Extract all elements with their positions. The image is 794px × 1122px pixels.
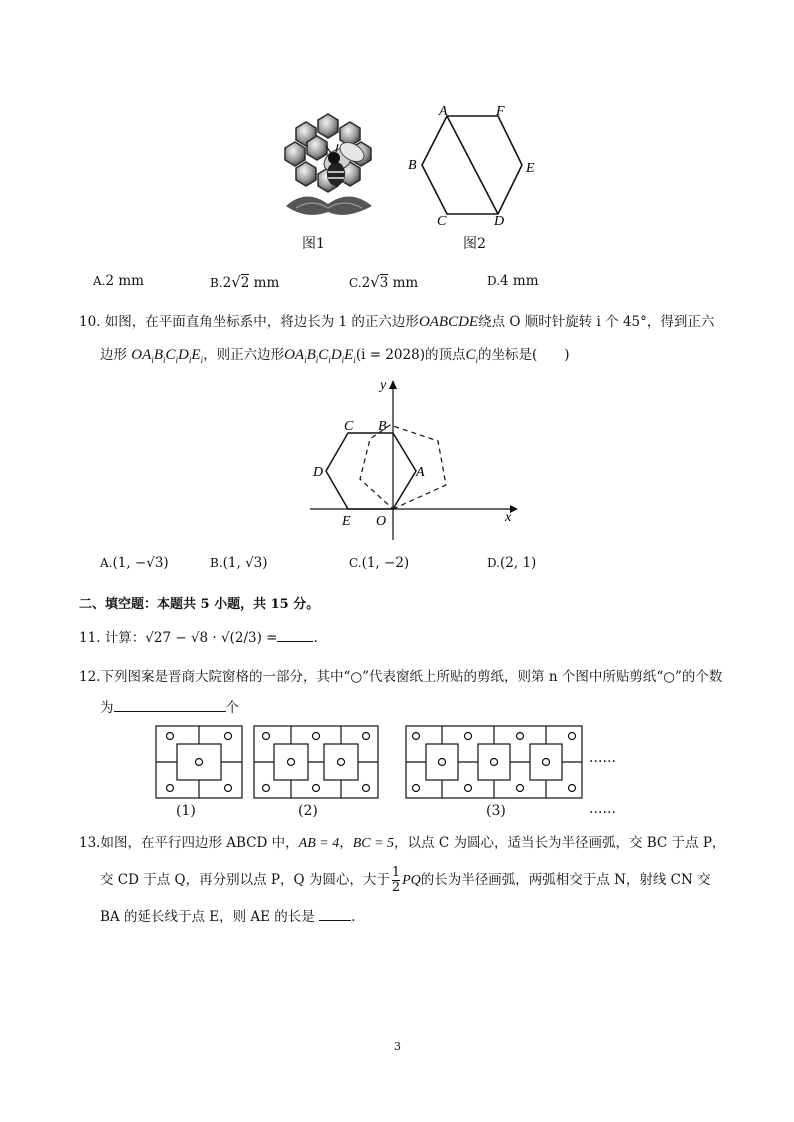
q10-option-d: D.(2, 1) bbox=[487, 555, 537, 571]
q12-line2: 为 个 bbox=[100, 700, 239, 716]
q10-option-c: C.(1, −2) bbox=[349, 555, 410, 571]
q9-option-d: D.4 mm bbox=[487, 273, 539, 289]
hex-label-f: F bbox=[496, 104, 505, 119]
q10-line2: 边形 $OA_iB_iC_iD_iE_i$，则正六边形$OA_iB_iC_iD_iE_i(i = 2028)$的顶点$C_i$的坐标是( ) bbox=[100, 347, 570, 365]
section-2-heading: 二、填空题：本题共 5 小题，共 15 分。 bbox=[79, 597, 320, 612]
pattern-1-caption: (1) bbox=[176, 803, 196, 819]
pattern-1 bbox=[156, 726, 242, 798]
point-label-a: A bbox=[416, 465, 425, 480]
point-label-o: O bbox=[376, 514, 387, 529]
figure2-caption: 图2 bbox=[463, 236, 486, 252]
honeycomb-bee-figure bbox=[276, 108, 380, 220]
q9-option-c: C.2√3 mm bbox=[349, 273, 419, 291]
q11: 11. 计算：√27 − √8 · √(2/3) = . bbox=[79, 630, 318, 646]
rotated-hexagon-dashed bbox=[360, 425, 446, 509]
q13-line2: 交 CD 于点 Q，再分别以点 P，Q 为圆心，大于 $\frac{1}{2}$ PQ的长为半径画弧，两弧相交于点 N，射线 CN 交 bbox=[100, 865, 711, 895]
axis-label-y: y bbox=[380, 378, 387, 393]
point-label-e: E bbox=[342, 514, 351, 529]
page-number: 3 bbox=[394, 1040, 401, 1053]
q13-answer-blank[interactable] bbox=[319, 920, 351, 921]
q13-line1: 13.如图，在平行四边形 ABCD 中，AB = 4，BC = 5，以点 C 为圆心，适当长为半径画弧，交 BC 于点 P， bbox=[79, 835, 726, 851]
q12-answer-blank[interactable] bbox=[114, 711, 226, 712]
figure1-caption: 图1 bbox=[302, 236, 325, 252]
hex-label-a: A bbox=[439, 104, 448, 119]
q9-option-a: A.2 mm bbox=[93, 273, 144, 289]
window-pattern-figures bbox=[150, 722, 630, 802]
diagonal-ad bbox=[447, 116, 498, 214]
pattern-2-caption: (2) bbox=[298, 803, 318, 819]
q10-option-b: B.(1, √3) bbox=[210, 555, 268, 571]
q10-line1: 10. 如图，在平面直角坐标系中，将边长为 1 的正六边形OABCDE绕点 O 顺时针旋转 i 个 45°，得到正六 bbox=[79, 314, 715, 330]
hex-label-b: B bbox=[408, 158, 417, 173]
pattern-3-caption: (3) bbox=[486, 803, 506, 819]
point-label-d: D bbox=[313, 465, 324, 480]
axis-label-x: x bbox=[505, 510, 512, 525]
q13-line3: BA 的延长线于点 E，则 AE 的长是 . bbox=[100, 909, 356, 925]
pattern-3 bbox=[406, 726, 582, 798]
ellipsis-upper: …… bbox=[589, 750, 616, 766]
point-label-b: B bbox=[378, 419, 387, 434]
hex-label-d: D bbox=[494, 214, 505, 229]
ellipsis-lower: …… bbox=[589, 801, 616, 817]
hex-label-c: C bbox=[437, 214, 447, 229]
hexagon-oabcde bbox=[326, 433, 416, 509]
hexagon-figure-2 bbox=[404, 100, 544, 230]
q11-answer-blank[interactable] bbox=[277, 641, 313, 642]
q10-coordinate-figure bbox=[300, 375, 530, 545]
q12-line1: 12.下列图案是晋商大院窗格的一部分，其中“○”代表窗纸上所贴的剪纸，则第 n 个图中所贴剪纸“○”的个数 bbox=[79, 669, 723, 685]
q10-option-a: A.(1, −√3) bbox=[100, 555, 169, 571]
hex-label-e: E bbox=[526, 161, 535, 176]
point-label-c: C bbox=[344, 419, 354, 434]
pattern-2 bbox=[254, 726, 378, 798]
q9-option-b: B.2√2 mm bbox=[210, 273, 280, 291]
